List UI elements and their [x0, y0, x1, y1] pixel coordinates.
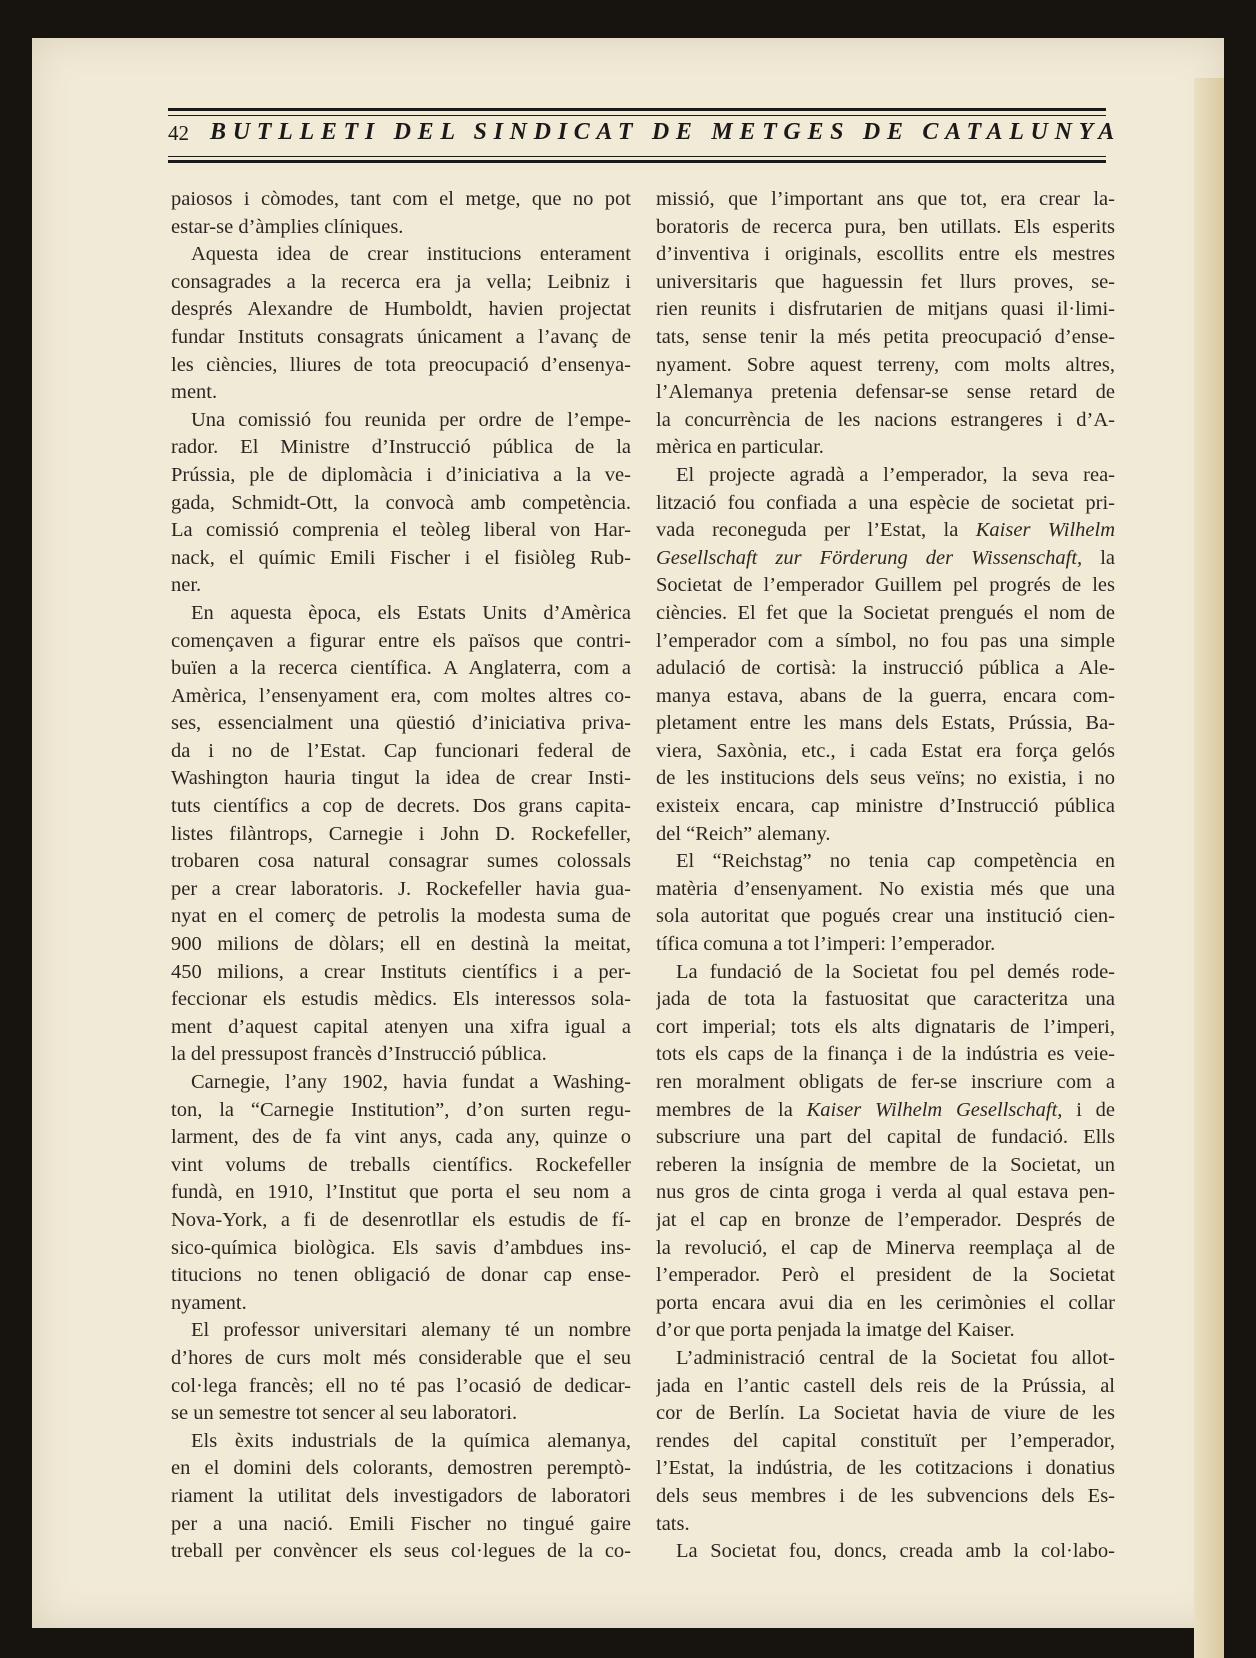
text-run: fundar Instituts consagrats únicament a l’avanç de: [171, 325, 631, 348]
text-run: estar-se d’àmplies clíniques.: [171, 215, 404, 238]
text-run: manya estava, abans de la guerra, encara com-: [656, 684, 1115, 707]
text-line: [171, 710, 631, 738]
text-line: [656, 1235, 1115, 1263]
text-run: ment d’aquest capital atenyen una xifra igual a: [171, 1015, 631, 1038]
text-line: [656, 324, 1115, 352]
page-edge: [1194, 78, 1224, 1658]
text-run: porta encara avui dia en les cerimònies el collar: [656, 1291, 1115, 1314]
text-run: cor de Berlín. La Societat havia de viure de les: [656, 1402, 1115, 1425]
text-run: d’hores de curs molt més considerable que el seu: [171, 1346, 631, 1369]
text-run: per a crear laboratoris. J. Rockefeller havia gua-: [171, 877, 631, 900]
header-rule-bottom-thin: [168, 156, 1106, 157]
text-run: l’emperador com a símbol, no fou pas una simple: [656, 629, 1115, 652]
running-title: BUTLLETI DEL SINDICAT DE METGES DE CATALUNYA: [210, 119, 1121, 145]
text-line: [656, 903, 1115, 931]
text-line: [171, 269, 631, 297]
text-run: reberen la insígnia de membre de la Societat, un: [656, 1153, 1115, 1176]
text-run: d’inventiva i originals, escollits entre els mestres: [656, 243, 1115, 266]
text-run: dels seus membres i de les subvencions dels Es-: [656, 1484, 1115, 1507]
text-run: tuts científics a cop de decrets. Dos grans capita-: [171, 795, 631, 818]
text-run: del “Reich” alemany.: [656, 822, 831, 845]
text-run: buïen a la recerca científica. A Anglaterra, com a: [171, 657, 631, 680]
page-number: 42: [168, 121, 189, 145]
header-rule-top: [168, 108, 1106, 111]
text-line: [171, 296, 631, 324]
text-line: [171, 1345, 631, 1373]
text-line: [171, 793, 631, 821]
text-line: [171, 1511, 631, 1539]
text-run: rien reunits i disfrutarien de mitjans quasi il·limi-: [656, 298, 1115, 321]
italic-run: Gesellschaft zur Förderung der Wissenschaft,: [656, 546, 1083, 569]
left-column: [171, 186, 631, 1566]
text-run: larment, des de fa vint anys, cada any, quinze o: [171, 1126, 631, 1149]
text-line: [656, 517, 1115, 545]
text-run: boratoris de recerca pura, ben utillats. Els esperits: [656, 215, 1115, 238]
text-line: [171, 1400, 631, 1428]
text-line: [656, 1317, 1115, 1345]
text-line: [171, 1179, 631, 1207]
text-line: [171, 1041, 631, 1069]
text-run: trobaren cosa natural consagrar sumes colossals: [171, 850, 631, 873]
header-rule-top-thin: [168, 115, 1106, 116]
text-run: En aquesta època, els Estats Units d’Amèrica: [191, 601, 631, 624]
text-line: [171, 434, 631, 462]
text-line: [171, 545, 631, 573]
text-line: [171, 931, 631, 959]
text-run: l’emperador. Però el president de la Societat: [656, 1264, 1115, 1287]
text-line: [171, 379, 631, 407]
text-run: fundà, en 1910, l’Institut que porta el seu nom a: [171, 1181, 631, 1204]
text-run: nack, el químic Emili Fischer i el fisiòleg Rub-: [171, 546, 631, 569]
text-line: [656, 1511, 1115, 1539]
text-line: [171, 490, 631, 518]
text-line: [171, 1262, 631, 1290]
text-line: [656, 1097, 1115, 1125]
text-line: [171, 407, 631, 435]
text-line: [656, 821, 1115, 849]
text-run: ciències. El fet que la Societat prengués el nom de: [656, 601, 1115, 624]
text-run: subscriure una part del capital de fundació. Ells: [656, 1126, 1115, 1149]
text-line: [656, 655, 1115, 683]
text-run: cort imperial; tots els alts dignataris de l’imperi,: [656, 1015, 1115, 1038]
text-run: sola autoritat que pogués crear una institució cien-: [656, 905, 1115, 928]
text-run: nyament.: [171, 1291, 247, 1314]
text-line: [656, 1207, 1115, 1235]
text-line: [171, 765, 631, 793]
text-line: [656, 1069, 1115, 1097]
text-run: ment.: [171, 381, 218, 404]
text-run: tífica comuna a tot l’imperi: l’emperador.: [656, 933, 996, 956]
text-line: [656, 1290, 1115, 1318]
text-run: treball per convèncer els seus col·legues de la co-: [171, 1540, 631, 1563]
text-run: Washington hauria tingut la idea de crear Insti-: [171, 767, 631, 790]
text-line: [656, 462, 1115, 490]
text-line: [656, 186, 1115, 214]
text-line: [656, 214, 1115, 242]
text-line: [656, 1483, 1115, 1511]
text-run: començaven a figurar entre els països que contri-: [171, 629, 631, 652]
text-run: gada, Schmidt-Ott, la convocà amb competència.: [171, 491, 631, 514]
text-run: rador. El Ministre d’Instrucció pública de la: [171, 436, 631, 459]
text-run: Carnegie, l’any 1902, havia fundat a Washing-: [191, 1071, 631, 1093]
text-run: La Societat fou, doncs, creada amb la col·labo-: [676, 1540, 1115, 1563]
text-line: [171, 1538, 631, 1566]
text-run: vint volums de treballs científics. Rockefeller: [171, 1153, 631, 1176]
text-run: consagrades a la recerca era ja vella; Leibniz i: [171, 270, 631, 293]
text-line: [171, 186, 631, 214]
text-line: [171, 1014, 631, 1042]
text-line: [171, 1373, 631, 1401]
text-line: [171, 1290, 631, 1318]
text-line: [171, 1152, 631, 1180]
text-run: jada en l’antic castell dels reis de la Prússia, al: [656, 1374, 1115, 1397]
text-line: [656, 986, 1115, 1014]
text-run: nyament. Sobre aquest terreny, com molts altres,: [656, 353, 1115, 376]
text-line: [656, 848, 1115, 876]
text-run: mèrica en particular.: [656, 436, 824, 459]
text-run: 450 milions, a crear Instituts científics i a per-: [171, 960, 631, 983]
text-line: [656, 241, 1115, 269]
text-line: [171, 324, 631, 352]
text-line: [656, 931, 1115, 959]
text-line: [656, 545, 1115, 573]
text-run: i de: [1062, 1098, 1115, 1121]
text-run: Societat de l’emperador Guillem pel progrés de les: [656, 574, 1115, 597]
text-line: [171, 821, 631, 849]
text-line: [656, 1455, 1115, 1483]
text-line: [656, 793, 1115, 821]
text-line: [171, 1483, 631, 1511]
text-run: Amèrica, l’ensenyament era, com moltes altres co-: [171, 684, 631, 707]
text-run: lització fou confiada a una espècie de societat pri-: [656, 491, 1115, 514]
text-run: 900 milions de dòlars; ell en destinà la meitat,: [171, 933, 631, 956]
text-line: [656, 490, 1115, 518]
text-line: [656, 1428, 1115, 1456]
text-line: [171, 959, 631, 987]
text-line: [171, 1455, 631, 1483]
text-run: ner.: [171, 574, 202, 597]
text-run: feccionar els estudis mèdics. Els interessos sola-: [171, 988, 631, 1011]
header-rule-bottom: [168, 160, 1106, 163]
text-line: [656, 572, 1115, 600]
text-line: [171, 517, 631, 545]
text-run: l’Estat, la indústria, de les cotitzacions i donatius: [656, 1457, 1115, 1480]
text-line: [171, 241, 631, 269]
text-line: [171, 572, 631, 600]
text-line: [171, 1317, 631, 1345]
text-line: [171, 1428, 631, 1456]
text-line: [656, 352, 1115, 380]
text-line: [171, 683, 631, 711]
text-run: paiosos i còmodes, tant com el metge, que no pot: [171, 188, 631, 210]
text-line: [171, 1124, 631, 1152]
text-run: tats, sense tenir la més petita preocupació d’ense-: [656, 325, 1115, 348]
text-run: missió, que l’important ans que tot, era crear la-: [656, 188, 1115, 210]
text-run: la del pressupost francès d’Instrucció pública.: [171, 1043, 547, 1066]
text-line: [171, 655, 631, 683]
text-line: [656, 959, 1115, 987]
text-run: viera, Saxònia, etc., i cada Estat era força gelós: [656, 739, 1115, 762]
text-run: rendes del capital constituït per l’emperador,: [656, 1429, 1115, 1452]
text-line: [656, 1345, 1115, 1373]
text-line: [656, 1538, 1115, 1566]
text-line: [656, 1014, 1115, 1042]
text-line: [171, 876, 631, 904]
text-run: titucions no tenen obligació de donar cap ense-: [171, 1264, 631, 1287]
text-run: El professor universitari alemany té un nombre: [191, 1319, 631, 1342]
text-line: [171, 462, 631, 490]
text-run: l’Alemanya pretenia defensar-se sense retard de: [656, 381, 1115, 404]
running-header: [168, 108, 1121, 164]
text-line: [656, 379, 1115, 407]
text-line: [171, 600, 631, 628]
text-line: [171, 352, 631, 380]
text-line: [656, 1041, 1115, 1069]
text-run: universitaris que haguessin fet llurs proves, se-: [656, 270, 1115, 293]
text-run: ses, essencialment una qüestió d’iniciativa priva-: [171, 712, 631, 735]
text-run: la: [1082, 546, 1115, 569]
text-line: [171, 738, 631, 766]
text-line: [656, 1179, 1115, 1207]
text-line: [656, 600, 1115, 628]
text-line: [656, 683, 1115, 711]
text-run: Una comissió fou reunida per ordre de l’empe-: [191, 408, 631, 431]
text-run: existeix encara, cap ministre d’Instrucció pública: [656, 795, 1115, 818]
text-run: d’or que porta penjada la imatge del Kaiser.: [656, 1319, 1015, 1342]
text-run: El “Reichstag” no tenia cap competència en: [676, 850, 1115, 873]
text-line: [656, 1400, 1115, 1428]
text-line: [171, 1097, 631, 1125]
text-run: nyat en el comerç de petrolis la modesta suma de: [171, 905, 631, 928]
text-line: [656, 738, 1115, 766]
text-line: [656, 407, 1115, 435]
text-run: la concurrència de les nacions estrangeres i d’A-: [656, 408, 1115, 431]
text-line: [171, 1235, 631, 1263]
text-line: [656, 876, 1115, 904]
right-column: [656, 186, 1115, 1566]
text-run: ton, la “Carnegie Institution”, d’on surten regu-: [171, 1098, 631, 1121]
text-run: El projecte agradà a l’emperador, la seva rea-: [676, 463, 1115, 486]
text-run: riament la utilitat dels investigadors de laboratori: [171, 1484, 631, 1507]
text-run: membres de la: [656, 1098, 807, 1121]
text-run: se un semestre tot sencer al seu laboratori.: [171, 1402, 518, 1425]
text-line: [171, 848, 631, 876]
text-run: ren moralment obligats de fer-se inscriure com a: [656, 1071, 1115, 1093]
text-run: després Alexandre de Humboldt, havien projectat: [171, 298, 631, 321]
italic-run: Kaiser Wilhelm Gesellschaft,: [806, 1098, 1063, 1121]
text-run: de les institucions dels seus veïns; no existia, i no: [656, 767, 1115, 790]
text-run: nus gros de cinta groga i verda al qual estava pen-: [656, 1181, 1115, 1204]
text-run: Prússia, ple de diplomàcia i d’iniciativa a la ve-: [171, 463, 631, 486]
text-line: [171, 986, 631, 1014]
text-line: [171, 628, 631, 656]
text-line: [656, 1152, 1115, 1180]
text-run: tats.: [656, 1512, 690, 1535]
text-line: [171, 214, 631, 242]
text-line: [656, 1262, 1115, 1290]
text-line: [656, 296, 1115, 324]
text-run: da i no de l’Estat. Cap funcionari federal de: [171, 739, 631, 762]
text-run: vada reconeguda per l’Estat, la: [656, 519, 976, 542]
italic-run: Kaiser Wilhelm: [975, 519, 1115, 542]
text-run: tots els caps de la finança i de la indústria es veie-: [656, 1043, 1115, 1066]
text-line: [171, 1069, 631, 1097]
text-run: jada de tota la fastuositat que caracteritza una: [656, 988, 1115, 1011]
text-line: [656, 1373, 1115, 1401]
text-run: col·lega francès; ell no té pas l’ocasió de dedicar-: [171, 1374, 631, 1397]
text-run: la revolució, el cap de Minerva reemplaça al de: [656, 1236, 1115, 1259]
text-run: en el domini dels colorants, demostren peremptò-: [171, 1457, 631, 1480]
text-run: matèria d’ensenyament. No existia més que una: [656, 877, 1115, 900]
text-run: per a una nació. Emili Fischer no tingué gaire: [171, 1512, 631, 1535]
text-run: La comissió comprenia el teòleg liberal von Har-: [171, 519, 631, 542]
text-run: les ciències, lliures de tota preocupació d’ensenya-: [171, 353, 631, 376]
text-run: pletament entre les mans dels Estats, Prússia, Ba-: [656, 712, 1115, 735]
text-line: [171, 903, 631, 931]
text-line: [656, 434, 1115, 462]
text-run: Aquesta idea de crear institucions enterament: [191, 243, 631, 266]
text-line: [171, 1207, 631, 1235]
text-run: listes filàntrops, Carnegie i John D. Rockefeller,: [171, 822, 631, 845]
text-line: [656, 765, 1115, 793]
text-run: L’administració central de la Societat fou allot-: [676, 1346, 1115, 1369]
text-run: Els èxits industrials de la química alemanya,: [191, 1429, 631, 1452]
text-line: [656, 1124, 1115, 1152]
text-line: [656, 710, 1115, 738]
text-line: [656, 269, 1115, 297]
text-run: jat el cap en bronze de l’emperador. Després de: [656, 1208, 1115, 1231]
text-run: Nova-York, a fi de desenrotllar els estudis de fí-: [171, 1208, 631, 1231]
text-line: [656, 628, 1115, 656]
text-run: sico-química biològica. Els savis d’ambdues ins-: [171, 1236, 631, 1259]
text-run: adulació de cortisà: la instrucció pública a Ale-: [656, 657, 1115, 680]
text-run: La fundació de la Societat fou pel demés rode-: [676, 960, 1115, 983]
